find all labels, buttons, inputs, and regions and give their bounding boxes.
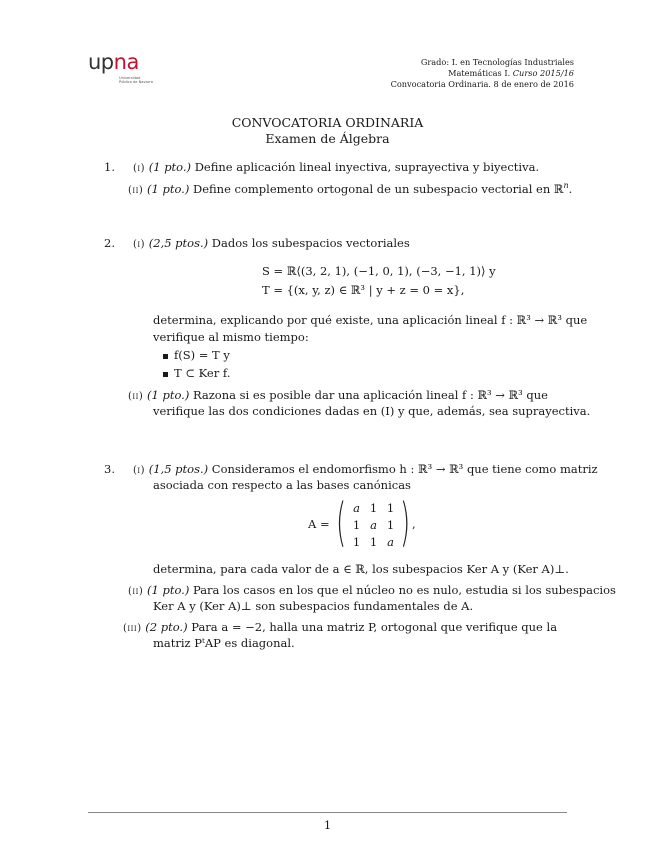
q2-part1-intro: (i) (2,5 ptos.) Dados los subespacios vectoriales bbox=[133, 236, 410, 250]
q3-part1-line2: asociada con respecto a las bases canónicas bbox=[153, 478, 411, 492]
matrix-row: 1 1 a bbox=[352, 535, 394, 549]
matrix-row: a 1 1 bbox=[353, 501, 395, 515]
matrix-body bbox=[348, 500, 406, 551]
header-course: Matemáticas I. Curso 2015/16 bbox=[448, 68, 574, 78]
q1-number: 1. bbox=[104, 160, 115, 174]
matrix-right-paren: ) bbox=[400, 493, 411, 553]
matrix-comma: , bbox=[412, 517, 416, 531]
q3-part3-line2: matriz PᵗAP es diagonal. bbox=[153, 636, 295, 650]
q3-part1-line1: (i) (1,5 ptos.) Consideramos el endomorfismo h : ℝ³ → ℝ³ que tiene como matriz bbox=[133, 462, 598, 476]
q2-part2-line2: verifique las dos condiciones dadas en (I) y que, además, sea suprayectiva. bbox=[153, 404, 591, 418]
q3-part1-body: determina, para cada valor de a ∈ ℝ, los subespacios Ker A y (Ker A)⊥. bbox=[153, 562, 569, 576]
exam-subtitle: Examen de Álgebra bbox=[265, 131, 390, 146]
header-degree: Grado: I. en Tecnologías Industriales bbox=[420, 57, 574, 67]
q2-bullet1: f(S) = T y bbox=[163, 347, 230, 364]
q2-body-line2: verifique al mismo tiempo: bbox=[153, 330, 309, 344]
logo-subtext: Universidad Pública de Navarra bbox=[119, 76, 153, 84]
exam-header bbox=[391, 57, 574, 90]
bullet-icon bbox=[163, 372, 168, 377]
university-logo bbox=[88, 50, 153, 86]
q2-part2-line1: (ii) (1 pto.) Razona si es posible dar una aplicación lineal f : ℝ³ → ℝ³ que bbox=[128, 388, 548, 402]
q3-part2-line1: (ii) (1 pto.) Para los casos en los que el núcleo no es nulo, estudia si los subespacios bbox=[128, 583, 616, 597]
q3-number: 3. bbox=[104, 462, 115, 476]
matrix-label: A = bbox=[308, 517, 330, 531]
page-number: 1 bbox=[323, 818, 332, 832]
q3-part2-line2: Ker A y (Ker A)⊥ son subespacios fundamentales de A. bbox=[153, 599, 474, 613]
matrix-left-paren: ( bbox=[336, 493, 347, 553]
logo-text-na: na bbox=[113, 50, 139, 74]
footer-divider bbox=[88, 812, 567, 813]
q1-part1: (i) (1 pto.) Define aplicación lineal inyectiva, suprayectiva y biyectiva. bbox=[133, 160, 540, 174]
q2-equation-s: S = ℝ⟨(3, 2, 1), (−1, 0, 1), (−3, −1, 1)⟩ y bbox=[262, 264, 496, 278]
q2-bullet2: T ⊂ Ker f. bbox=[163, 365, 230, 382]
logo-text-up: up bbox=[88, 50, 114, 74]
bullet-icon bbox=[163, 354, 168, 359]
q2-number: 2. bbox=[104, 236, 115, 250]
q2-equation-t: T = {(x, y, z) ∈ ℝ³ | y + z = 0 = x}, bbox=[262, 283, 465, 297]
q1-part2: (ii) (1 pto.) Define complemento ortogonal de un subespacio vectorial en ℝ$^n$. bbox=[128, 181, 573, 196]
q2-body-line1: determina, explicando por qué existe, una aplicación lineal f : ℝ³ → ℝ³ que bbox=[153, 313, 588, 327]
q3-part3-line1: (iii) (2 pto.) Para a = −2, halla una matriz P, ortogonal que verifique que la bbox=[123, 620, 558, 634]
exam-title: CONVOCATORIA ORDINARIA bbox=[231, 115, 424, 130]
matrix-row: 1 a 1 bbox=[352, 518, 395, 532]
header-date: Convocatoria Ordinaria. 8 de enero de 2016 bbox=[390, 79, 574, 89]
